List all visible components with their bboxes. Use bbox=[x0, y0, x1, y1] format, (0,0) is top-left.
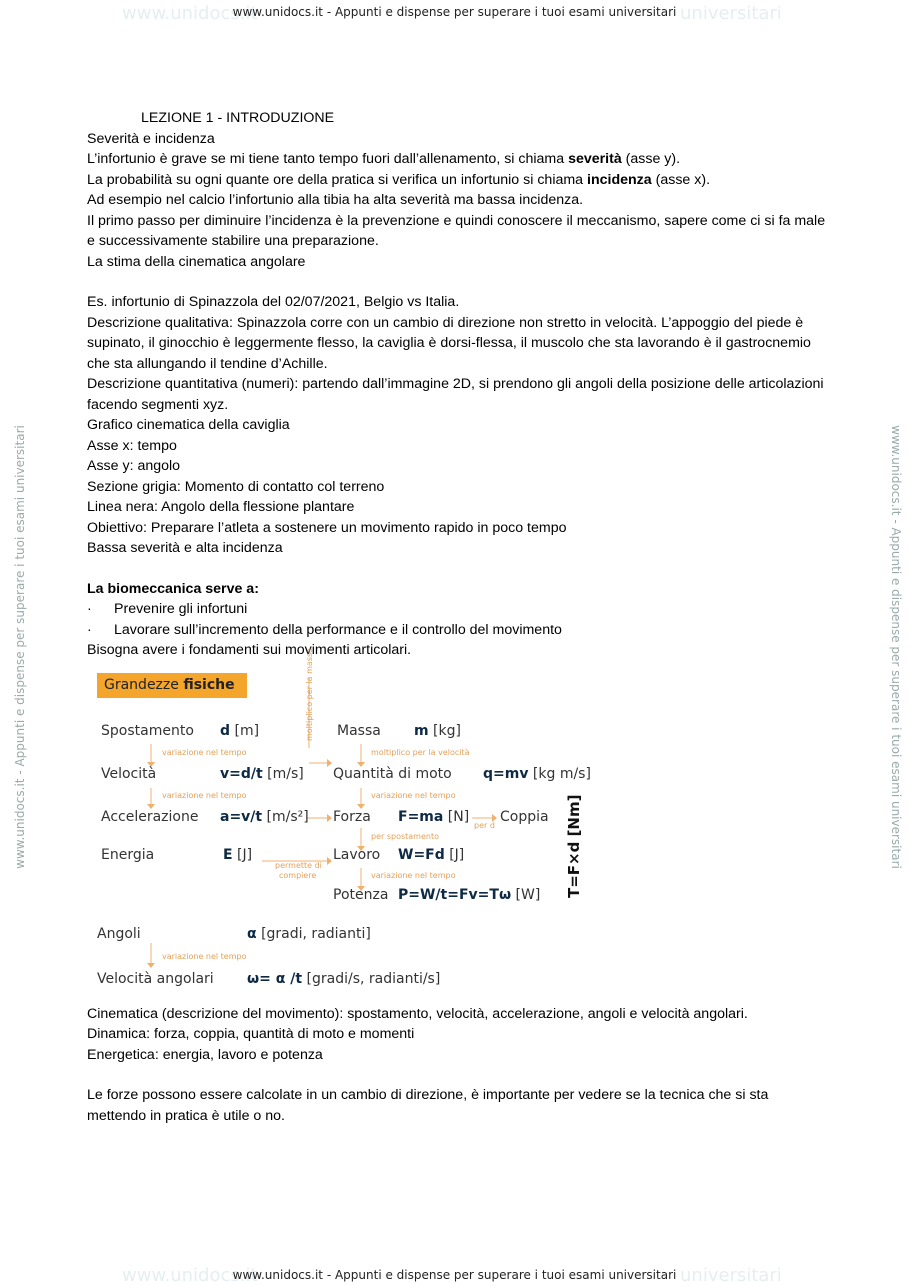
formula-angoli: α [gradi, radianti] bbox=[247, 926, 371, 942]
formula-accelerazione: a=v/t [m/s²] bbox=[220, 809, 309, 825]
label-massa: Massa bbox=[337, 723, 381, 739]
formula-forza: F=ma [N] bbox=[398, 809, 470, 825]
label-spostamento: Spostamento bbox=[101, 723, 194, 739]
note-variazione-tempo: variazione nel tempo bbox=[162, 748, 247, 757]
label-velocita: Velocità bbox=[101, 766, 157, 782]
note-per-spostamento: per spostamento bbox=[371, 832, 439, 841]
paragraph: Grafico cinematica della caviglia bbox=[87, 417, 290, 433]
paragraph: Ad esempio nel calcio l’infortunio alla tibia ha alta severità ma bassa incidenza. bbox=[87, 192, 584, 208]
paragraph: Le forze possono essere calcolate in un cambio di direzione, è importante per vedere se la tecnica che si sta mettendo in pratica è utile o no. bbox=[87, 1087, 769, 1124]
note-variazione-tempo: variazione nel tempo bbox=[162, 952, 247, 961]
note-moltiplico-velocita: moltiplico per la velocità bbox=[371, 748, 470, 757]
paragraph: Asse y: angolo bbox=[87, 458, 181, 474]
formula-energia: E [J] bbox=[223, 847, 253, 863]
figure-header: Grandezze fisiche bbox=[97, 673, 247, 698]
label-angoli: Angoli bbox=[97, 926, 141, 942]
paragraph: Severità e incidenza bbox=[87, 130, 215, 147]
paragraph: Il primo passo per diminuire l’incidenza è la prevenzione e quindi conoscere il meccanismo, sapere come ci si fa male e successivamente stabilire una preparazione. bbox=[87, 212, 826, 249]
torque-formula: T=F×d [Nm] bbox=[565, 794, 583, 898]
note-per-d: per d bbox=[474, 821, 495, 830]
watermark-side-left: www.unidocs.it - Appunti e dispense per superare i tuoi esami universitari bbox=[13, 425, 27, 869]
label-energia: Energia bbox=[101, 847, 155, 863]
formula-potenza: P=W/t=Fv=Tω [W] bbox=[398, 887, 541, 903]
watermark-ghost-bottom-left: www.unidocs.it bbox=[122, 1265, 258, 1286]
paragraph: Bassa severità e alta incidenza bbox=[87, 540, 283, 556]
paragraph: La probabilità su ogni quante ore della pratica si verifica un infortunio si chiama incidenza (asse x). bbox=[87, 171, 711, 188]
formula-velocita-angolari: ω= α /t [gradi/s, radianti/s] bbox=[247, 971, 441, 987]
note-variazione-tempo: variazione nel tempo bbox=[371, 871, 456, 880]
formula-quantita-moto: q=mv [kg m/s] bbox=[483, 766, 591, 782]
note-variazione-tempo: variazione nel tempo bbox=[162, 791, 247, 800]
watermark-top: www.unidocs.it - Appunti e dispense per superare i tuoi esami universitari bbox=[232, 5, 677, 19]
watermark-ghost-left: www.unidocs.it bbox=[122, 3, 258, 24]
label-forza: Forza bbox=[333, 809, 371, 825]
formula-massa: m [kg] bbox=[414, 723, 461, 739]
paragraph: Cinematica (descrizione del movimento): spostamento, velocità, accelerazione, angoli e velocità angolari. bbox=[87, 1005, 748, 1022]
lesson-title: LEZIONE 1 - INTRODUZIONE bbox=[141, 110, 335, 126]
watermark-side-right: www.unidocs.it - Appunti e dispense per superare i tuoi esami universitari bbox=[889, 425, 903, 869]
note-moltiplico-massa: moltiplico per la massa bbox=[305, 647, 314, 741]
paragraph: Sezione grigia: Momento di contatto col terreno bbox=[87, 478, 385, 495]
label-quantita-moto: Quantità di moto bbox=[333, 766, 452, 782]
section-heading: La biomeccanica serve a: bbox=[87, 580, 259, 597]
paragraph: Obiettivo: Preparare l’atleta a sostenere un movimento rapido in poco tempo bbox=[87, 519, 567, 536]
paragraph: Dinamica: forza, coppia, quantità di moto e momenti bbox=[87, 1026, 415, 1042]
watermark-bottom: www.unidocs.it - Appunti e dispense per superare i tuoi esami universitari bbox=[232, 1268, 677, 1282]
paragraph: Es. infortunio di Spinazzola del 02/07/2021, Belgio vs Italia. bbox=[87, 294, 460, 310]
paragraph: Energetica: energia, lavoro e potenza bbox=[87, 1046, 323, 1063]
paragraph: Descrizione quantitativa (numeri): partendo dall’immagine 2D, si prendono gli angoli della posizione delle articolazioni facendo segmenti xyz. bbox=[87, 376, 824, 413]
note-variazione-tempo: variazione nel tempo bbox=[371, 791, 456, 800]
list-item: · Prevenire gli infortuni bbox=[87, 599, 827, 620]
label-potenza: Potenza bbox=[333, 887, 389, 903]
label-lavoro: Lavoro bbox=[333, 847, 381, 863]
note-compiere: compiere bbox=[279, 871, 317, 880]
label-velocita-angolari: Velocità angolari bbox=[97, 971, 214, 987]
label-coppia: Coppia bbox=[500, 809, 549, 825]
formula-lavoro: W=Fd [J] bbox=[398, 847, 465, 863]
note-permette: permette di bbox=[275, 861, 322, 870]
label-accelerazione: Accelerazione bbox=[101, 809, 199, 825]
formula-spostamento: d [m] bbox=[220, 723, 260, 739]
paragraph: Linea nera: Angolo della flessione plantare bbox=[87, 499, 355, 515]
list-item: · Lavorare sull’incremento della performance e il controllo del movimento bbox=[87, 620, 827, 641]
paragraph: Asse x: tempo bbox=[87, 437, 177, 454]
paragraph: La stima della cinematica angolare bbox=[87, 253, 306, 270]
watermark-ghost-bottom-right: universitari bbox=[680, 1265, 782, 1286]
paragraph: Descrizione qualitativa: Spinazzola corre con un cambio di direzione non stretto in velocità. L’appoggio del piede è supinato, il ginocchio è leggermente flesso, la caviglia è dorsi-flessa, il muscolo che sta lavorando è il gastrocnemio che sta allungando il tendine d’Achille. bbox=[87, 314, 811, 372]
formula-velocita: v=d/t [m/s] bbox=[220, 766, 304, 782]
figure-arrows bbox=[87, 668, 607, 998]
watermark-ghost-right: universitari bbox=[680, 3, 782, 24]
paragraph: L’infortunio è grave se mi tiene tanto tempo fuori dall’allenamento, si chiama severità (asse y). bbox=[87, 151, 681, 167]
paragraph: Bisogna avere i fondamenti sui movimenti articolari. bbox=[87, 642, 412, 658]
